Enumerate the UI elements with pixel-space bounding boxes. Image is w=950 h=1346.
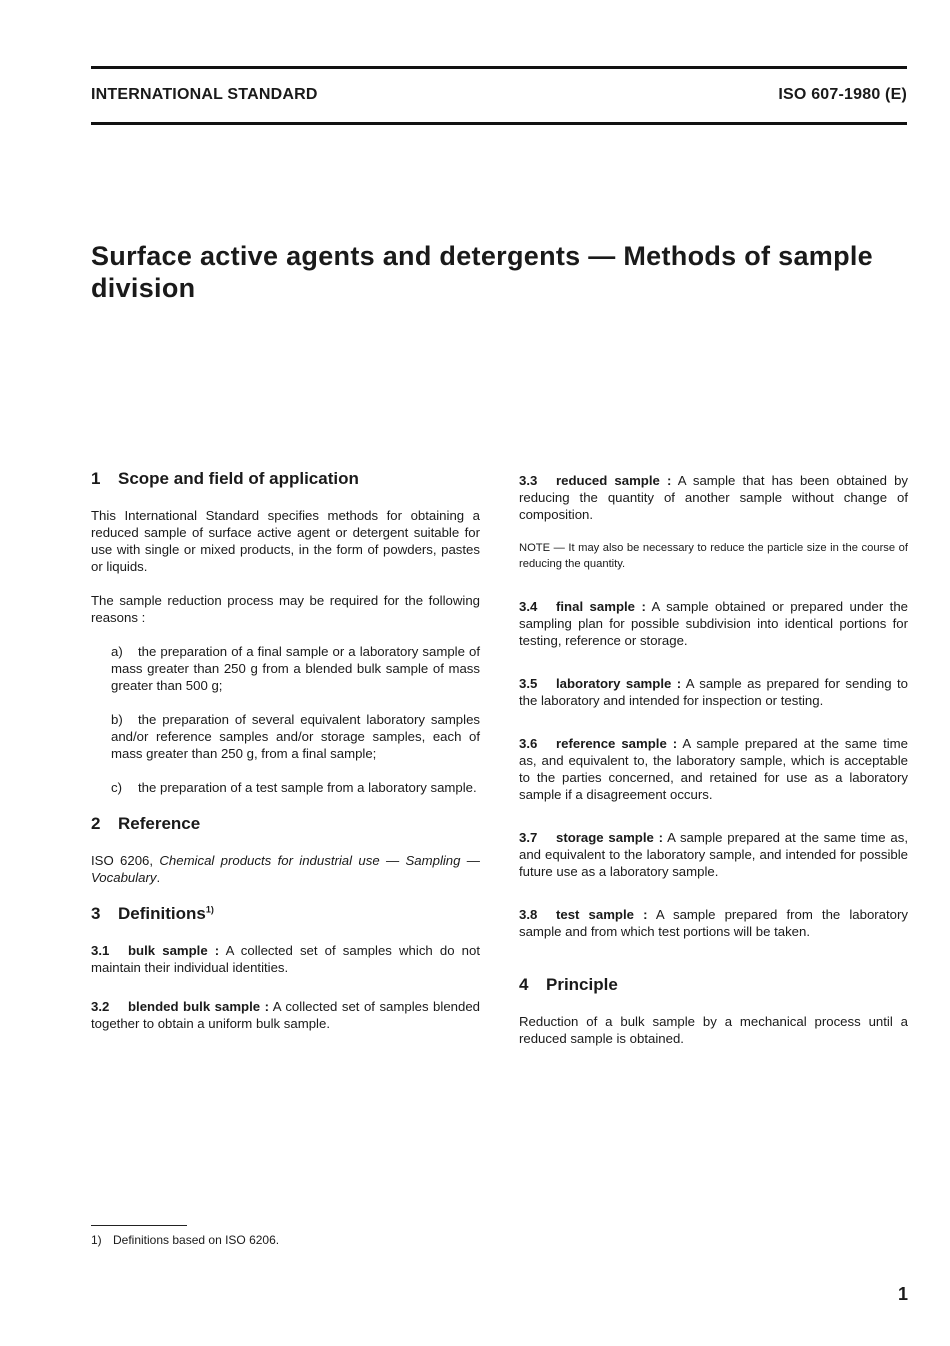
definition-term: test sample : bbox=[556, 907, 648, 922]
footnote-text: Definitions based on ISO 6206. bbox=[113, 1233, 280, 1247]
definition-item bbox=[519, 598, 908, 649]
definition-term: reference sample : bbox=[556, 736, 678, 751]
definition-item bbox=[519, 906, 908, 940]
definition-text: A sample obtained or prepared under the sampling plan for possible subdivision into identical portions for testing, reference or storage. bbox=[519, 599, 908, 648]
citation-prefix: ISO 6206, bbox=[91, 853, 160, 868]
citation-title: Chemical products for industrial use — Sampling — Vocabulary bbox=[91, 853, 480, 885]
definition-number: 3.7 bbox=[519, 830, 538, 845]
definition-text: A collected set of samples which do not maintain their individual identities. bbox=[91, 943, 480, 975]
standard-number-label: ISO 607-1980 (E) bbox=[778, 86, 907, 103]
page-number: 1 bbox=[897, 1284, 908, 1304]
definition-item bbox=[519, 829, 908, 880]
header-top-rule bbox=[91, 66, 907, 69]
definition-text: A sample prepared from the laboratory sample and from which test portions will be taken. bbox=[519, 907, 908, 939]
section-title: Scope and field of application bbox=[118, 469, 359, 488]
paragraph: This International Standard specifies methods for obtaining a reduced sample of surface active agent or detergent suitable for use with single or mixed products, in the form of powders, pastes or liquids. bbox=[91, 508, 480, 574]
definition-item bbox=[519, 735, 908, 803]
definition-number: 3.1 bbox=[91, 943, 110, 958]
list-item bbox=[111, 711, 480, 762]
definition-item bbox=[91, 998, 480, 1032]
section-title: Principle bbox=[546, 975, 618, 994]
section-reference bbox=[91, 813, 480, 886]
citation-suffix: . bbox=[156, 870, 161, 885]
definition-number: 3.6 bbox=[519, 736, 538, 751]
list-marker: b) bbox=[111, 712, 123, 727]
definition-item bbox=[519, 472, 908, 523]
footnote-rule bbox=[91, 1225, 187, 1226]
list-item bbox=[111, 779, 480, 796]
header-bottom-rule bbox=[91, 122, 907, 125]
list-marker: c) bbox=[111, 780, 122, 795]
list-item bbox=[111, 643, 480, 694]
left-column bbox=[91, 468, 480, 1049]
section-number: 4 bbox=[519, 975, 529, 994]
definition-number: 3.3 bbox=[519, 473, 538, 488]
definition-text: A sample that has been obtained by reducing the quantity of another sample without change of composition. bbox=[519, 473, 909, 522]
definition-term: storage sample : bbox=[556, 830, 664, 845]
reference-citation bbox=[91, 852, 480, 886]
section-heading-scope bbox=[91, 468, 480, 490]
definition-text: A collected set of samples blended together to obtain a uniform bulk sample. bbox=[91, 999, 480, 1031]
definition-text: A sample as prepared for sending to the laboratory and intended for inspection or testing. bbox=[519, 676, 908, 708]
definition-term: reduced sample : bbox=[556, 473, 672, 488]
standard-type-label: INTERNATIONAL STANDARD bbox=[91, 86, 318, 103]
definition-text: A sample prepared at the same time as, and equivalent to the laboratory sample, and intended for possible future use as a laboratory sample. bbox=[519, 830, 908, 879]
footnote-marker: 1) bbox=[91, 1233, 102, 1247]
definition-number: 3.2 bbox=[91, 999, 110, 1014]
definition-term: blended bulk sample : bbox=[128, 999, 269, 1014]
section-number: 3 bbox=[91, 904, 101, 923]
section-title: Reference bbox=[118, 814, 201, 833]
list-text: the preparation of a final sample or a laboratory sample of mass greater than 250 g from a blended bulk sample of mass greater than 500 g; bbox=[111, 644, 480, 693]
definition-text: A sample prepared at the same time as, and equivalent to, the laboratory sample, which is acceptable to the parties concerned, and retained for use as a laboratory sample if a disagreement occurs. bbox=[519, 736, 908, 802]
definition-term: laboratory sample : bbox=[556, 676, 682, 691]
section-number: 2 bbox=[91, 814, 101, 833]
section-title: Definitions bbox=[118, 904, 206, 923]
document-title: Surface active agents and detergents — Methods of sample division bbox=[91, 241, 874, 303]
definition-item bbox=[519, 675, 908, 709]
footnote-reference: 1) bbox=[205, 904, 214, 915]
list-marker: a) bbox=[111, 644, 123, 659]
section-scope bbox=[91, 468, 480, 796]
definition-number: 3.8 bbox=[519, 907, 538, 922]
note: NOTE — It may also be necessary to reduce the particle size in the course of reducing the quantity. bbox=[519, 542, 908, 570]
section-heading-principle bbox=[519, 974, 908, 996]
definition-number: 3.4 bbox=[519, 599, 538, 614]
footnote bbox=[91, 1233, 279, 1247]
paragraph: The sample reduction process may be required for the following reasons : bbox=[91, 593, 480, 625]
section-number: 1 bbox=[91, 469, 101, 488]
definition-term: bulk sample : bbox=[128, 943, 220, 958]
definition-term: final sample : bbox=[556, 599, 646, 614]
definition-number: 3.5 bbox=[519, 676, 538, 691]
list-text: the preparation of a test sample from a laboratory sample. bbox=[138, 780, 477, 795]
right-column bbox=[519, 472, 908, 1064]
list-text: the preparation of several equivalent laboratory samples and/or reference samples and/or storage samples, each of mass greater than 250 g, from a final sample; bbox=[111, 712, 480, 761]
section-heading-reference bbox=[91, 813, 480, 835]
section-definitions bbox=[91, 903, 480, 1032]
section-principle bbox=[519, 974, 908, 1047]
section-heading-definitions bbox=[91, 903, 480, 925]
paragraph: Reduction of a bulk sample by a mechanical process until a reduced sample is obtained. bbox=[519, 1014, 908, 1046]
definition-item bbox=[91, 942, 480, 976]
